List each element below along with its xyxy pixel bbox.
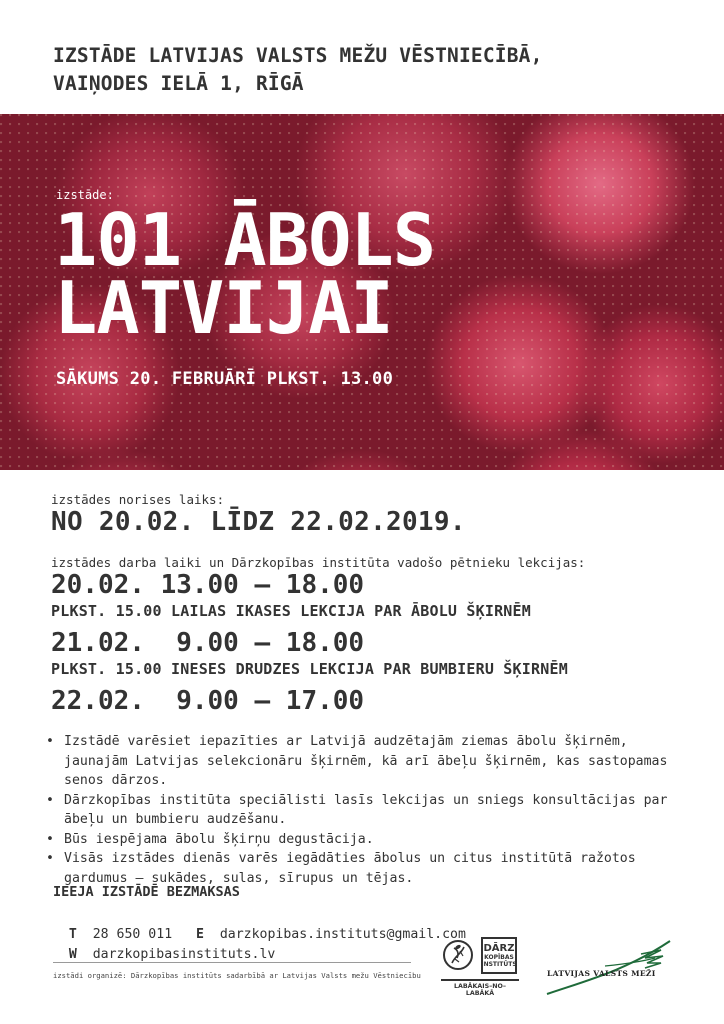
title-line-1: 101 ĀBOLS: [54, 198, 436, 282]
period-value: NO 20.02. LĪDZ 22.02.2019.: [51, 507, 466, 537]
venue-line-2: VAIŅODES IELĀ 1, RĪGĀ: [53, 72, 304, 95]
schedule-day-2: 21.02. 9.00 – 18.00: [51, 628, 365, 658]
website-link[interactable]: darzkopibasinstituts.lv: [92, 947, 276, 962]
schedule-day-3: 22.02. 9.00 – 17.00: [51, 686, 365, 716]
lvm-wordmark: LATVIJAS VALSTS MEŽI: [547, 969, 656, 978]
venue-line-1: IZSTĀDE LATVIJAS VALSTS MEŽU VĒSTNIECĪBĀ,: [53, 44, 543, 67]
free-entry: IEEJA IZSTĀDĒ BEZMAKSAS: [53, 884, 240, 900]
venue-header: [53, 42, 543, 98]
period-label: izstādes norises laiks:: [51, 492, 225, 507]
bullet-item: • Dārzkopības institūta speciālisti lasīs lekcijas un sniegs konsultācijas par ābeļu un bumbieru audzēšanu.: [40, 791, 690, 830]
bullet-item: • Būs iespējama ābolu šķirņu degustācija.: [40, 830, 690, 850]
email-label: E: [195, 927, 204, 942]
hero-kicker: izstāde:: [56, 188, 114, 202]
latvijas-valsts-mezi-logo: [545, 936, 675, 996]
darzkopibas-institute-logo: [441, 936, 519, 997]
organizer-note: izstādi organizē: Dārzkopības institūts sadarbībā ar Latvijas Valsts mežu Vēstniecību: [53, 971, 421, 980]
schedule-label: izstādes darba laiki un Dārzkopības institūta vadošo pētnieku lekcijas:: [51, 555, 586, 570]
start-time: SĀKUMS 20. FEBRUĀRĪ PLKST. 13.00: [56, 369, 394, 389]
contact-row-web: [53, 932, 275, 962]
email-link[interactable]: darzkopibas.instituts@gmail.com: [219, 927, 466, 942]
phone-number[interactable]: 28 650 011: [92, 927, 173, 942]
lecture-day-2: PLKST. 15.00 INESES DRUDZES LEKCIJA PAR BUMBIERU ŠĶIRNĒM: [51, 660, 568, 678]
schedule-day-1: 20.02. 13.00 – 18.00: [51, 570, 365, 600]
exhibition-title: [54, 198, 436, 350]
footer-divider: [53, 962, 411, 963]
phone-label: T: [68, 927, 77, 942]
dki-wordmark: DĀRZ KOPĪBAS INSTITŪTS: [481, 937, 517, 974]
tree-swoosh-icon: [545, 936, 675, 996]
leaf-helix-icon: [443, 940, 473, 970]
hero-apple-photo: [0, 114, 724, 470]
web-label: W: [68, 947, 77, 962]
dki-tagline: LABĀKAIS–NO–LABĀKĀ: [453, 983, 507, 997]
bullet-item: • Izstādē varēsiet iepazīties ar Latvijā audzētajām ziemas ābolu šķirnēm, jaunajām Latvijas selekcionāru šķirnēm, kā arī ābeļu šķirnēm, kas sastopamas senos dārzos.: [40, 732, 690, 791]
logo-rule: [441, 979, 519, 981]
bullet-item: • Visās izstādes dienās varēs iegādāties ābolus un citus institūtā ražotos gardumus – sukādes, sulas, sīrupus un tējas.: [40, 849, 690, 888]
title-line-2: LATVIJAI: [54, 266, 393, 350]
lecture-day-1: PLKST. 15.00 LAILAS IKASES LEKCIJA PAR ĀBOLU ŠĶIRNĒM: [51, 602, 531, 620]
info-bullet-list: [40, 732, 690, 888]
